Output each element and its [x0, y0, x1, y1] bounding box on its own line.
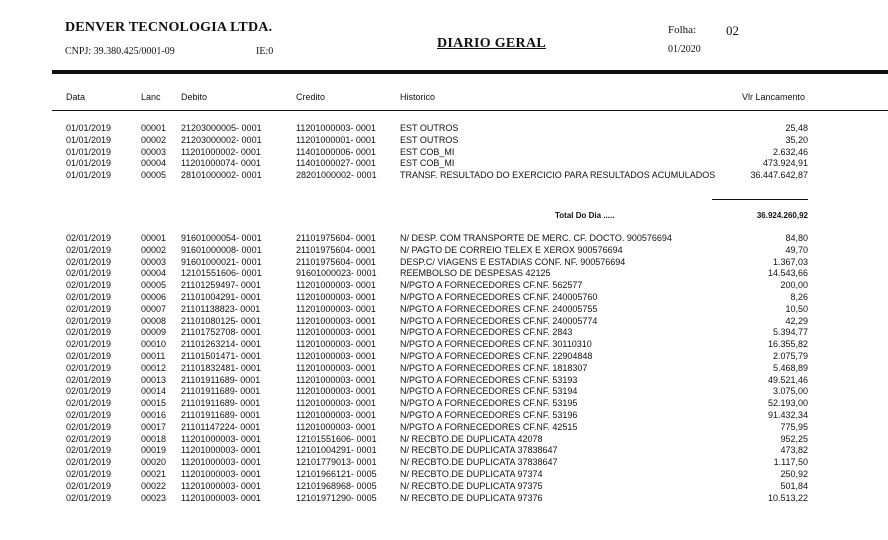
entry-historico: N/PGTO A FORNECEDORES CF.NF. 22904848: [400, 350, 593, 361]
entry-historico: N/ RECBTO.DE DUPLICATA 37838647: [400, 445, 558, 456]
table-row: [0, 469, 888, 481]
entry-date: 02/01/2019: [66, 468, 112, 479]
entry-date: 02/01/2019: [66, 315, 112, 326]
entry-valor: 2.632,46: [772, 146, 808, 157]
entry-credito: 11401000027- 0001: [296, 158, 376, 169]
entry-date: 02/01/2019: [66, 244, 112, 255]
entry-valor: 250,92: [780, 468, 808, 479]
entry-credito: 21101975604- 0001: [296, 233, 376, 243]
col-header-valor: Vlr Lancamento: [741, 92, 805, 102]
table-row: [0, 351, 888, 363]
entry-lanc: 00020: [141, 457, 167, 468]
col-header-historico: Historico: [400, 92, 436, 102]
entry-debito: 21101259497- 0001: [181, 280, 261, 291]
entry-valor: 2.075,79: [772, 350, 808, 361]
entry-credito: 11201000003- 0001: [296, 386, 376, 397]
entry-historico: N/PGTO A FORNECEDORES CF.NF. 240005760: [400, 291, 598, 302]
entry-lanc: 00005: [141, 280, 167, 291]
folha-number: 02: [726, 23, 739, 38]
entry-date: 01/01/2019: [66, 123, 112, 133]
entry-credito: 11201000003- 0001: [296, 339, 376, 350]
entry-credito: 11201000003- 0001: [296, 280, 376, 291]
table-row: [0, 257, 888, 269]
entry-debito: 12101551606- 0001: [181, 268, 262, 279]
entry-debito: 91601000054- 0001: [181, 233, 262, 243]
entry-historico: EST COB_MI: [400, 146, 455, 157]
entry-date: 02/01/2019: [66, 291, 112, 302]
entry-credito: 12101551606- 0001: [296, 433, 377, 444]
entry-date: 02/01/2019: [66, 303, 112, 314]
entry-debito: 11201000074- 0001: [181, 158, 261, 169]
entry-valor: 91.432,34: [767, 409, 808, 420]
entry-valor: 5.394,77: [772, 327, 808, 338]
entry-date: 01/01/2019: [66, 134, 112, 145]
table-row: [0, 327, 888, 339]
entry-debito: 21101911689- 0001: [181, 374, 261, 385]
entry-debito: 11201000003- 0001: [181, 480, 261, 491]
entry-historico: N/PGTO A FORNECEDORES CF.NF. 2843: [400, 327, 573, 338]
entry-historico: N/PGTO A FORNECEDORES CF.NF. 240005755: [400, 303, 598, 314]
entry-historico: N/ RECBTO.DE DUPLICATA 97375: [400, 480, 543, 491]
table-row: [0, 170, 888, 182]
table-row: [0, 316, 888, 328]
entry-date: 02/01/2019: [66, 327, 112, 338]
table-row: [0, 398, 888, 410]
table-row: [0, 445, 888, 457]
entry-historico: N/PGTO A FORNECEDORES CF.NF. 562577: [400, 280, 583, 291]
entry-lanc: 00013: [141, 374, 167, 385]
entry-date: 01/01/2019: [66, 158, 112, 169]
entry-historico: N/PGTO A FORNECEDORES CF.NF. 53193: [400, 374, 578, 385]
entry-debito: 28101000002- 0001: [181, 170, 262, 181]
entry-valor: 952,25: [780, 433, 808, 444]
entry-debito: 21101911689- 0001: [181, 409, 261, 420]
entry-debito: 91601000021- 0001: [181, 256, 262, 267]
entry-historico: EST OUTROS: [400, 123, 459, 133]
entry-credito: 11401000006- 0001: [296, 146, 376, 157]
entry-debito: 11201000003- 0001: [181, 492, 261, 503]
table-row: [0, 292, 888, 304]
entry-historico: N/PGTO A FORNECEDORES CF.NF. 240005774: [400, 315, 598, 326]
entry-lanc: 00003: [141, 146, 167, 157]
entry-valor: 14.543,66: [767, 268, 808, 279]
entry-lanc: 00018: [141, 433, 167, 444]
entry-credito: 12101971290- 0005: [296, 492, 377, 503]
entry-debito: 21101501471- 0001: [181, 350, 261, 361]
table-row: [0, 410, 888, 422]
entry-valor: 16.355,82: [767, 339, 808, 350]
entry-historico: N/ PAGTO DE CORREIO TELEX E XEROX 900576694: [400, 244, 623, 255]
entry-lanc: 00009: [141, 327, 167, 338]
entry-lanc: 00021: [141, 468, 167, 479]
entry-date: 02/01/2019: [66, 421, 112, 432]
header-divider: [52, 70, 888, 74]
entry-valor: 1.117,50: [773, 457, 808, 468]
entry-lanc: 00006: [141, 291, 167, 302]
entry-lanc: 00015: [141, 398, 167, 409]
entry-debito: 21101911689- 0001: [181, 398, 261, 409]
table-row: [0, 135, 888, 147]
entry-valor: 473,82: [780, 445, 808, 456]
entry-lanc: 00014: [141, 386, 167, 397]
entry-lanc: 00012: [141, 362, 167, 373]
entry-lanc: 00007: [141, 303, 167, 314]
entry-historico: N/ RECBTO.DE DUPLICATA 37838647: [400, 457, 558, 468]
entries-day-1: [0, 123, 888, 182]
entry-date: 01/01/2019: [66, 170, 112, 181]
entry-credito: 11201000001- 0001: [296, 134, 376, 145]
table-row: [0, 147, 888, 159]
entry-historico: N/PGTO A FORNECEDORES CF.NF. 30110310: [400, 339, 592, 350]
entry-debito: 11201000003- 0001: [181, 433, 261, 444]
entry-valor: 49,70: [785, 244, 808, 255]
entry-historico: N/PGTO A FORNECEDORES CF.NF. 53196: [400, 409, 578, 420]
table-row: [0, 280, 888, 292]
entry-lanc: 00005: [141, 170, 167, 181]
entry-credito: 12101968968- 0005: [296, 480, 377, 491]
entry-credito: 11201000003- 0001: [296, 350, 376, 361]
table-row: [0, 434, 888, 446]
col-header-debito: Debito: [181, 92, 208, 102]
entry-lanc: 00008: [141, 315, 167, 326]
entry-valor: 1.367,03: [772, 256, 808, 267]
entry-credito: 11201000003- 0001: [296, 409, 376, 420]
entry-debito: 91601000008- 0001: [181, 244, 262, 255]
entry-lanc: 00002: [141, 134, 167, 145]
entry-lanc: 00017: [141, 421, 167, 432]
entry-valor: 49.521,46: [767, 374, 808, 385]
entry-debito: 21101832481- 0001: [181, 362, 261, 373]
entry-date: 02/01/2019: [66, 362, 112, 373]
table-row: [0, 245, 888, 257]
entry-lanc: 00003: [141, 256, 167, 267]
entry-credito: 11201000003- 0001: [296, 303, 376, 314]
table-row: [0, 457, 888, 469]
entry-debito: 11201000003- 0001: [181, 445, 261, 456]
table-row: [0, 493, 888, 505]
entry-valor: 42,29: [785, 315, 808, 326]
table-row: [0, 375, 888, 387]
company-name: DENVER TECNOLOGIA LTDA.: [65, 20, 273, 35]
entry-lanc: 00019: [141, 445, 167, 456]
table-row: [0, 233, 888, 245]
entry-valor: 3.075,00: [772, 386, 808, 397]
entry-debito: 21101080125- 0001: [181, 315, 261, 326]
total-label: Total Do Dia .....: [555, 211, 615, 220]
entry-credito: 21101975604- 0001: [296, 244, 376, 255]
entry-valor: 775,95: [780, 421, 808, 432]
entry-debito: 21101138823- 0001: [181, 303, 261, 314]
entry-date: 02/01/2019: [66, 374, 112, 385]
table-row: [0, 386, 888, 398]
folha-label: Folha:: [668, 24, 697, 36]
entry-historico: N/ RECBTO.DE DUPLICATA 42078: [400, 433, 543, 444]
entry-historico: N/PGTO A FORNECEDORES CF.NF. 1818307: [400, 362, 588, 373]
entry-debito: 21101752708- 0001: [181, 327, 261, 338]
entry-valor: 84,80: [785, 233, 808, 243]
entry-date: 02/01/2019: [66, 268, 112, 279]
table-row: [0, 422, 888, 434]
total-divider: [712, 199, 808, 200]
entry-valor: 52.193,00: [767, 398, 808, 409]
entry-valor: 10,50: [785, 303, 808, 314]
entry-historico: TRANSF. RESULTADO DO EXERCICIO PARA RESULTADOS ACUMULADOS: [400, 170, 716, 181]
entry-lanc: 00022: [141, 480, 167, 491]
entry-debito: 21203000005- 0001: [181, 123, 262, 133]
entry-credito: 12101966121- 0005: [296, 468, 377, 479]
entry-credito: 11201000003- 0001: [296, 374, 376, 385]
entry-valor: 10.513,22: [767, 492, 808, 503]
entry-date: 02/01/2019: [66, 339, 112, 350]
col-header-data: Data: [66, 92, 86, 102]
entry-debito: 21101911689- 0001: [181, 386, 261, 397]
entry-lanc: 00010: [141, 339, 167, 350]
entry-valor: 5.468,89: [772, 362, 808, 373]
entry-debito: 21203000002- 0001: [181, 134, 262, 145]
entry-lanc: 00001: [141, 123, 167, 133]
entry-date: 02/01/2019: [66, 256, 112, 267]
report-title: DIARIO GERAL: [437, 36, 547, 51]
entry-valor: 501,84: [780, 480, 808, 491]
entry-historico: N/ RECBTO.DE DUPLICATA 97376: [400, 492, 543, 503]
entry-date: 02/01/2019: [66, 350, 112, 361]
entry-historico: DESP.C/ VIAGENS E ESTADIAS CONF. NF. 900576694: [400, 256, 626, 267]
cnpj: CNPJ: 39.380.425/0001-09: [65, 46, 175, 57]
total-value: 36.924.260,92: [756, 211, 808, 220]
entry-lanc: 00016: [141, 409, 167, 420]
entry-debito: 21101263214- 0001: [181, 339, 261, 350]
entry-credito: 11201000003- 0001: [296, 123, 376, 133]
entry-historico: REEMBOLSO DE DESPESAS 42125: [400, 268, 551, 279]
entry-valor: 36.447.642,87: [750, 170, 808, 181]
entry-historico: EST COB_MI: [400, 158, 455, 169]
entry-credito: 11201000003- 0001: [296, 421, 376, 432]
entry-date: 02/01/2019: [66, 492, 112, 503]
entry-credito: 11201000003- 0001: [296, 315, 376, 326]
entry-credito: 21101975604- 0001: [296, 256, 376, 267]
entry-date: 02/01/2019: [66, 386, 112, 397]
entry-lanc: 00001: [141, 233, 167, 243]
entries-day-2: [0, 233, 888, 504]
table-row: [0, 268, 888, 280]
col-header-credito: Credito: [296, 92, 326, 102]
entry-date: 02/01/2019: [66, 409, 112, 420]
entry-historico: N/ RECBTO.DE DUPLICATA 97374: [400, 468, 543, 479]
entry-valor: 35,20: [785, 134, 808, 145]
column-header-divider: [52, 110, 888, 111]
entry-date: 02/01/2019: [66, 280, 112, 291]
entry-debito: 11201000003- 0001: [181, 468, 261, 479]
entry-historico: N/PGTO A FORNECEDORES CF.NF. 53194: [400, 386, 578, 397]
entry-date: 02/01/2019: [66, 398, 112, 409]
entry-lanc: 00004: [141, 158, 167, 169]
entry-lanc: 00004: [141, 268, 167, 279]
entry-date: 02/01/2019: [66, 457, 112, 468]
entry-valor: 8,26: [790, 291, 808, 302]
entry-historico: EST OUTROS: [400, 134, 459, 145]
entry-debito: 11201000002- 0001: [181, 146, 261, 157]
entry-credito: 11201000003- 0001: [296, 398, 376, 409]
table-row: [0, 304, 888, 316]
entry-date: 01/01/2019: [66, 146, 112, 157]
entry-valor: 473.924,91: [762, 158, 808, 169]
entry-valor: 200,00: [780, 280, 808, 291]
entry-date: 02/01/2019: [66, 445, 112, 456]
entry-lanc: 00011: [141, 350, 166, 361]
entry-credito: 12101004291- 0001: [296, 445, 377, 456]
table-row: [0, 158, 888, 170]
entry-lanc: 00002: [141, 244, 167, 255]
entry-credito: 12101779013- 0001: [296, 457, 377, 468]
entry-valor: 25,48: [785, 123, 808, 133]
table-row: [0, 363, 888, 375]
entry-credito: 91601000023- 0001: [296, 268, 377, 279]
entry-credito: 28201000002- 0001: [296, 170, 377, 181]
ie-number: IE:0: [256, 46, 274, 57]
entry-historico: N/PGTO A FORNECEDORES CF.NF. 42515: [400, 421, 578, 432]
entry-date: 02/01/2019: [66, 433, 112, 444]
table-row: [0, 481, 888, 493]
entry-credito: 11201000003- 0001: [296, 362, 376, 373]
table-row: [0, 339, 888, 351]
entry-credito: 11201000003- 0001: [296, 291, 376, 302]
entry-lanc: 00023: [141, 492, 167, 503]
entry-debito: 11201000003- 0001: [181, 457, 261, 468]
col-header-lanc: Lanc: [141, 92, 161, 102]
entry-credito: 11201000003- 0001: [296, 327, 376, 338]
report-period: 01/2020: [668, 44, 701, 55]
entry-debito: 21101004291- 0001: [181, 291, 261, 302]
entry-historico: N/PGTO A FORNECEDORES CF.NF. 53195: [400, 398, 578, 409]
entry-debito: 21101147224- 0001: [181, 421, 261, 432]
entry-date: 02/01/2019: [66, 233, 112, 243]
entry-historico: N/ DESP. COM TRANSPORTE DE MERC. CF. DOCTO. 900576694: [400, 233, 672, 243]
entry-date: 02/01/2019: [66, 480, 112, 491]
table-row: [0, 123, 888, 135]
